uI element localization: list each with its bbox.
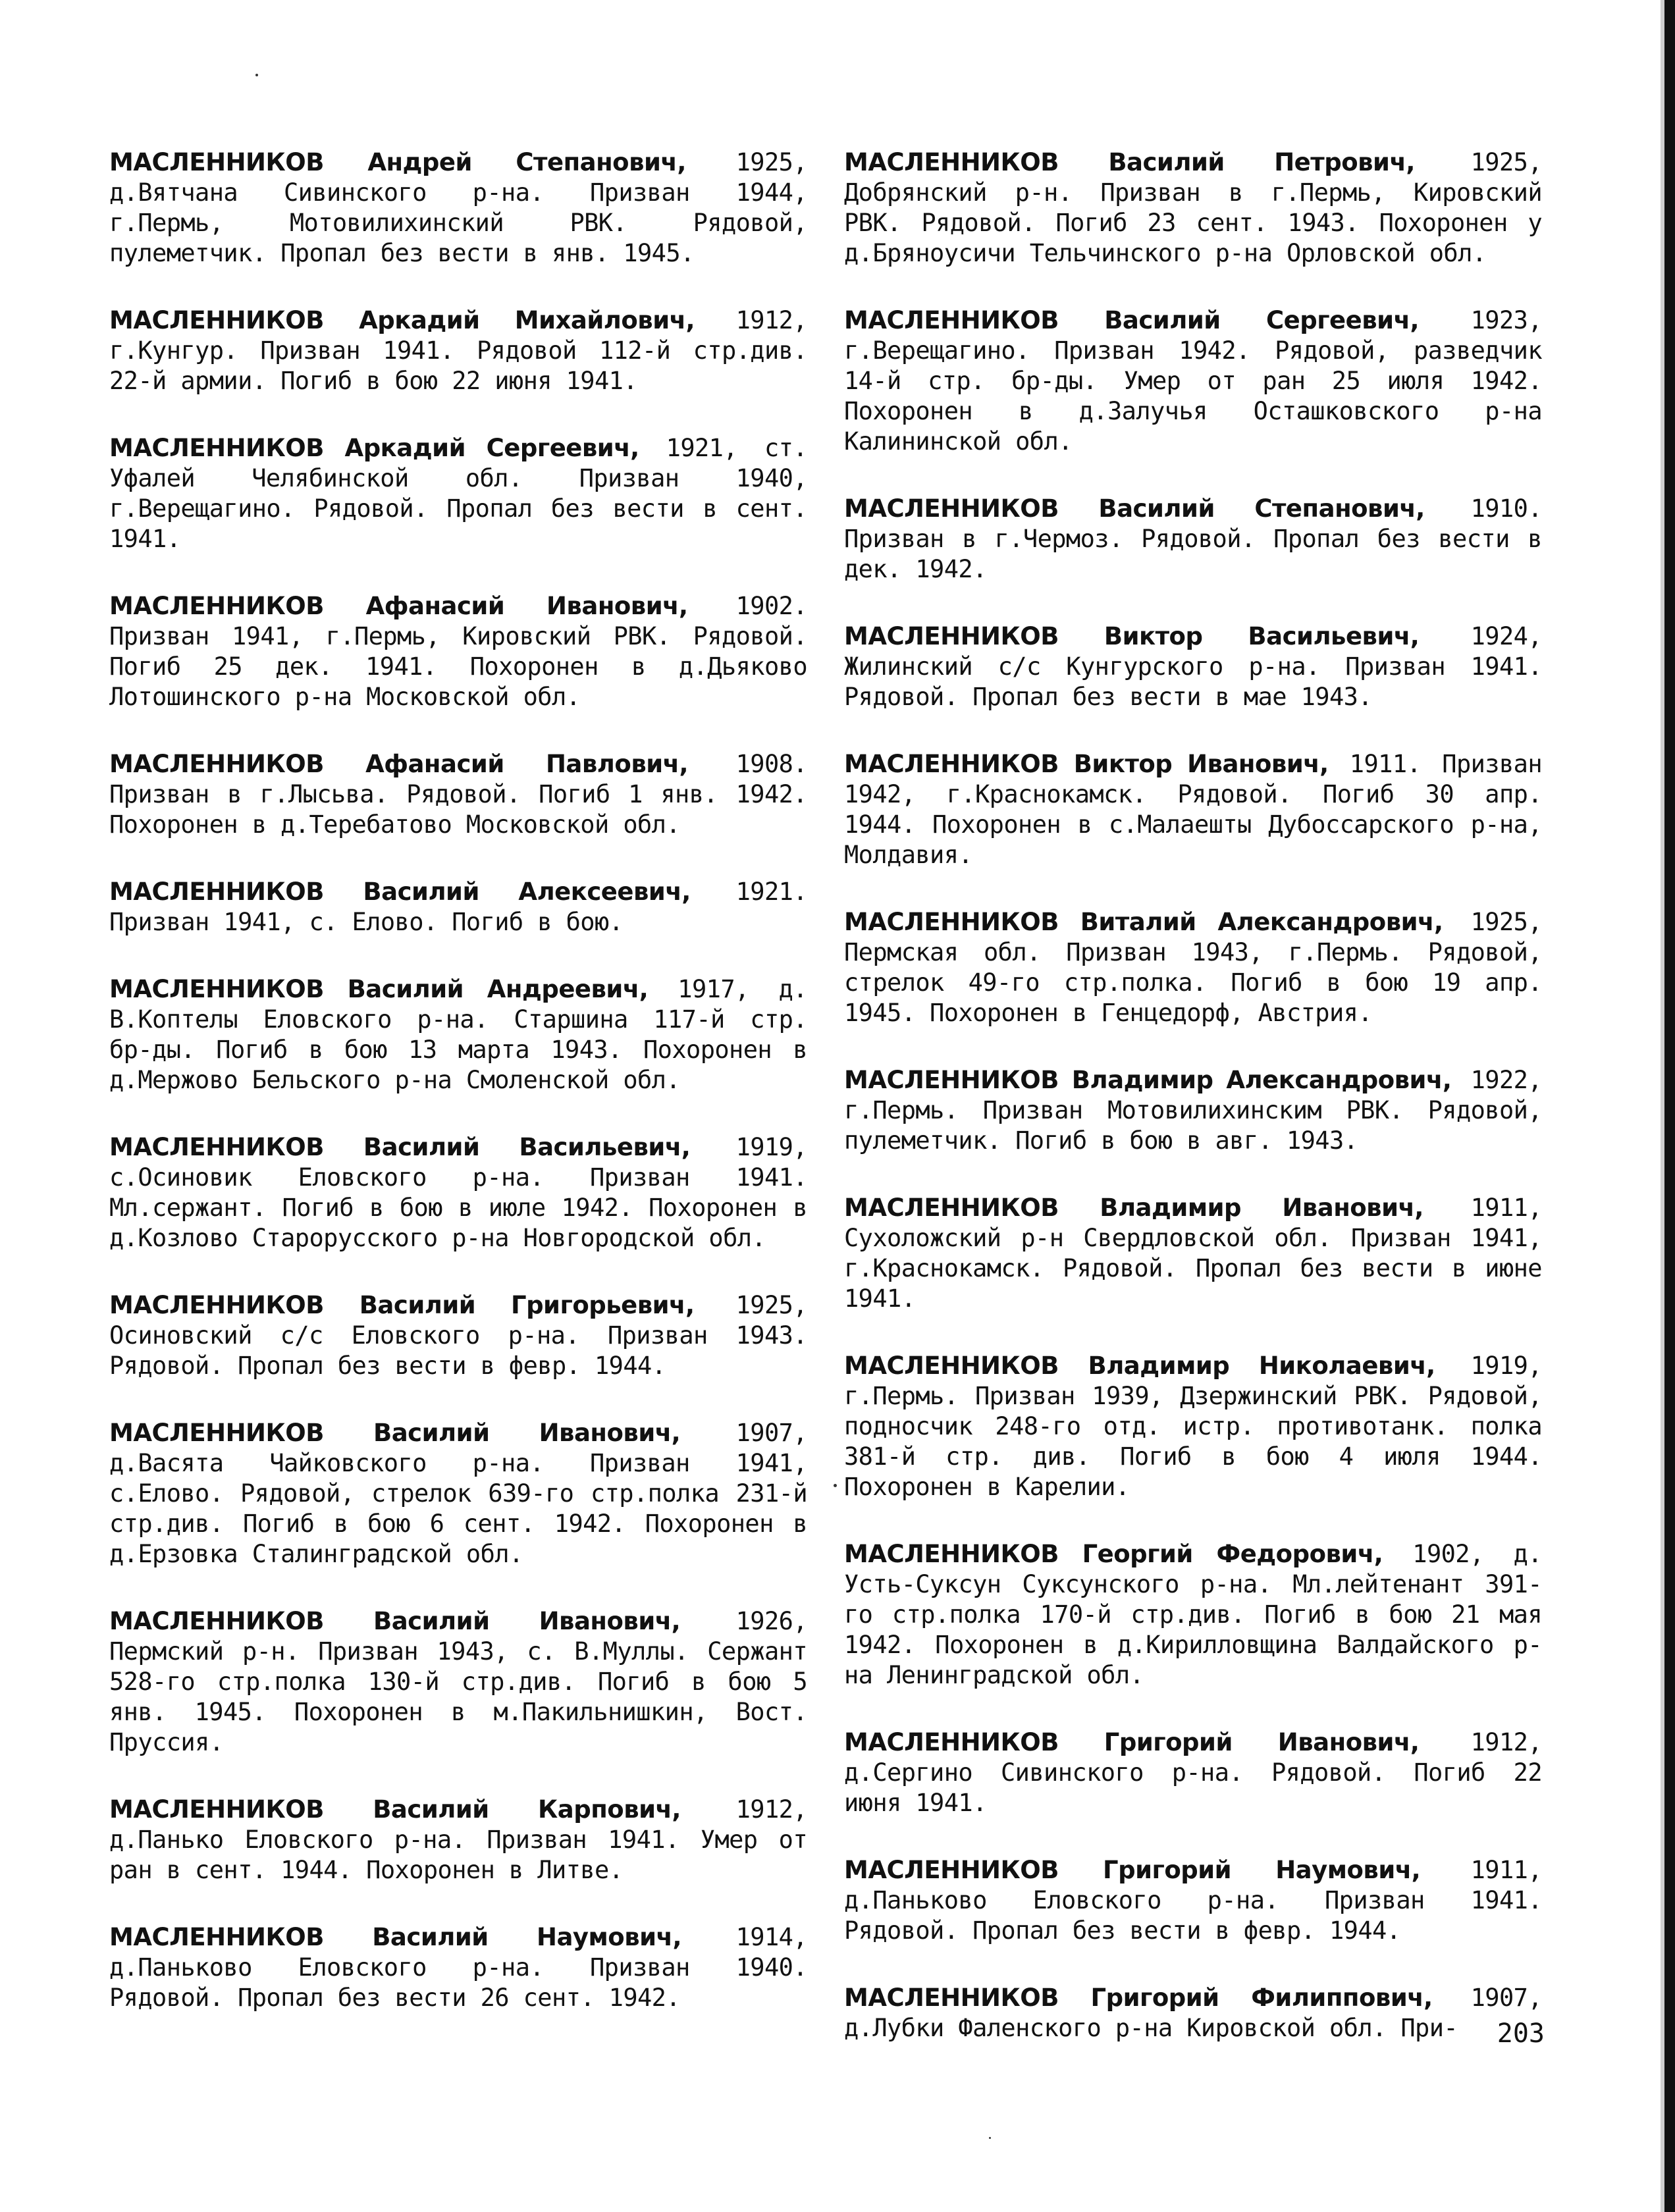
- entry: [844, 494, 1542, 585]
- entry-text: 1902, д. Усть-Суксун Суксунского р-на. Мл.лейтенант 391-го стр.полка 170-й стр.див. Погиб в бою 21 мая 1942. Похоронен в д.Кирилловщина Валдайского р-на Ленинградской обл.: [844, 1540, 1542, 1689]
- entry-text: 1917, д. В.Коптелы Еловского р-на. Старшина 117-й стр. бр-ды. Погиб в бою 13 марта 1943. Похоронен в д.Мержово Бельского р-на Смоленской обл.: [109, 975, 807, 1094]
- scan-speck: [255, 74, 258, 76]
- entry-text: 1912, д.Панько Еловского р-на. Призван 1941. Умер от ран в сент. 1944. Похоронен в Литве.: [109, 1795, 807, 1884]
- entry: [844, 305, 1542, 457]
- entry-name: МАСЛЕННИКОВ Виктор Васильевич,: [844, 622, 1420, 650]
- entry-name: МАСЛЕННИКОВ Василий Степанович,: [844, 494, 1425, 523]
- entry-text: 1907, д.Васята Чайковского р-на. Призван 1941, с.Елово. Рядовой, стрелок 639-го стр.полка 231-й стр.див. Погиб в бою 6 сент. 1942. Похоронен в д.Ерзовка Сталинградской обл.: [109, 1419, 807, 1568]
- entry-text: 1919, г.Пермь. Призван 1939, Дзержинский РВК. Рядовой, подносчик 248-го отд. истр. противотанк. полка 381-й стр. див. Погиб в бою 4 июля 1944. Похоронен в Карелии.: [844, 1352, 1542, 1501]
- scan-edge: [1664, 0, 1675, 2212]
- entry-text: 1921. Призван 1941, с. Елово. Погиб в бою.: [109, 878, 807, 936]
- entry: [109, 591, 807, 712]
- entry: [109, 877, 807, 937]
- entry-name: МАСЛЕННИКОВ Василий Васильевич,: [109, 1133, 691, 1161]
- entry-name: МАСЛЕННИКОВ Виталий Александрович,: [844, 908, 1443, 936]
- entry: [109, 749, 807, 840]
- entry-text: 1925, Пермская обл. Призван 1943, г.Пермь. Рядовой, стрелок 49-го стр.полка. Погиб в бою 19 апр. 1945. Похоронен в Генцедорф, Австрия.: [844, 908, 1542, 1027]
- entry-name: МАСЛЕННИКОВ Василий Андреевич,: [109, 975, 649, 1003]
- entry-name: МАСЛЕННИКОВ Андрей Степанович,: [109, 148, 686, 176]
- entry: [109, 1290, 807, 1381]
- entry-text: 1911. Призван 1942, г.Краснокамск. Рядовой. Погиб 30 апр. 1944. Похоронен в с.Малаешты Дубоссарского р-на, Молдавия.: [844, 750, 1543, 869]
- entry: [109, 1922, 807, 2013]
- entry-name: МАСЛЕННИКОВ Григорий Иванович,: [844, 1728, 1420, 1756]
- entry-name: МАСЛЕННИКОВ Василий Сергеевич,: [844, 306, 1420, 334]
- entry: [844, 1983, 1542, 2043]
- entry-text: 1925, д.Вятчана Сивинского р-на. Призван 1944, г.Пермь, Мотовилихинский РВК. Рядовой, пулеметчик. Пропал без вести в янв. 1945.: [109, 148, 808, 267]
- entry-text: 1910. Призван в г.Чермоз. Рядовой. Пропал без вести в дек. 1942.: [844, 494, 1542, 583]
- entry-name: МАСЛЕННИКОВ Владимир Иванович,: [844, 1194, 1423, 1222]
- entry-name: МАСЛЕННИКОВ Владимир Александрович,: [844, 1066, 1452, 1094]
- entry-text: 1914, д.Паньково Еловского р-на. Призван 1940. Рядовой. Пропал без вести 26 сент. 1942.: [109, 1923, 807, 2012]
- entry-text: 1911, Сухоложский р-н Свердловской обл. Призван 1941, г.Краснокамск. Рядовой. Пропал без вести в июне 1941.: [844, 1194, 1542, 1313]
- entry: [844, 1855, 1542, 1946]
- entry-name: МАСЛЕННИКОВ Владимир Николаевич,: [844, 1352, 1435, 1380]
- entry-name: МАСЛЕННИКОВ Василий Наумович,: [109, 1923, 682, 1951]
- entry-name: МАСЛЕННИКОВ Афанасий Иванович,: [109, 592, 688, 620]
- entry-text: 1923, г.Верещагино. Призван 1942. Рядовой, разведчик 14-й стр. бр-ды. Умер от ран 25 июля 1942. Похоронен в д.Залучья Осташковского р-на Калининской обл.: [844, 306, 1542, 456]
- entry-text: 1926, Пермский р-н. Призван 1943, с. В.Муллы. Сержант 528-го стр.полка 130-й стр.див. Погиб в бою 5 янв. 1945. Похоронен в м.Пакильнишкин, Вост. Пруссия.: [109, 1607, 807, 1756]
- entry-text: 1908. Призван в г.Лысьва. Рядовой. Погиб 1 янв. 1942. Похоронен в д.Теребатово Московской обл.: [109, 750, 808, 839]
- right-column: [844, 147, 1542, 2080]
- entry-name: МАСЛЕННИКОВ Григорий Филиппович,: [844, 1984, 1433, 2012]
- entry: [109, 1418, 807, 1569]
- entry: [844, 621, 1542, 712]
- entry-text: 1912, д.Сергино Сивинского р-на. Рядовой. Погиб 22 июня 1941.: [844, 1728, 1542, 1817]
- entry-text: 1902. Призван 1941, г.Пермь, Кировский РВК. Рядовой. Погиб 25 дек. 1941. Похоронен в д.Дьяково Лотошинского р-на Московской обл.: [109, 592, 807, 711]
- entry: [844, 1065, 1542, 1156]
- entry-text: 1924, Жилинский с/с Кунгурского р-на. Призван 1941. Рядовой. Пропал без вести в мае 1943.: [844, 622, 1542, 711]
- entry-name: МАСЛЕННИКОВ Аркадий Михайлович,: [109, 306, 695, 334]
- entry: [844, 1351, 1542, 1502]
- entry: [844, 1193, 1542, 1314]
- entry-name: МАСЛЕННИКОВ Василий Григорьевич,: [109, 1291, 695, 1319]
- entry-name: МАСЛЕННИКОВ Григорий Наумович,: [844, 1856, 1421, 1884]
- entry-text: 1907, д.Лубки Фаленского р-на Кировской обл. При-: [844, 1984, 1542, 2042]
- left-column: [109, 147, 807, 2050]
- page-number: 203: [1497, 2018, 1545, 2049]
- entry-name: МАСЛЕННИКОВ Георгий Федорович,: [844, 1540, 1383, 1568]
- entry-name: МАСЛЕННИКОВ Василий Иванович,: [109, 1607, 681, 1635]
- entry-text: 1925, Добрянский р-н. Призван в г.Пермь, Кировский РВК. Рядовой. Погиб 23 сент. 1943. Похоронен у д.Бряноусичи Тельчинского р-на Орловской обл.: [844, 148, 1543, 267]
- entry: [844, 1539, 1542, 1691]
- entry-text: 1921, ст. Уфалей Челябинской обл. Призван 1940, г.Верещагино. Рядовой. Пропал без вести в сент. 1941.: [109, 434, 808, 553]
- entry-name: МАСЛЕННИКОВ Василий Иванович,: [109, 1419, 681, 1447]
- scan-speck: [834, 1484, 837, 1487]
- entry: [109, 1606, 807, 1758]
- entry-name: МАСЛЕННИКОВ Виктор Иванович,: [844, 750, 1329, 778]
- entry: [109, 433, 807, 554]
- entry: [109, 305, 807, 396]
- entry-text: 1912, г.Кунгур. Призван 1941. Рядовой 112-й стр.див. 22-й армии. Погиб в бою 22 июня 1941.: [109, 306, 807, 395]
- entry: [844, 749, 1542, 870]
- entry: [109, 1795, 807, 1885]
- entry-text: 1919, с.Осиновик Еловского р-на. Призван 1941. Мл.сержант. Погиб в бою в июле 1942. Похоронен в д.Козлово Старорусского р-на Новгородской обл.: [109, 1133, 807, 1252]
- entry-name: МАСЛЕННИКОВ Василий Карпович,: [109, 1795, 681, 1824]
- entry: [844, 1727, 1542, 1818]
- scan-speck: [989, 2137, 991, 2139]
- entry: [109, 1132, 807, 1253]
- entry: [109, 974, 807, 1095]
- entry: [109, 147, 807, 269]
- entry-name: МАСЛЕННИКОВ Афанасий Павлович,: [109, 750, 689, 778]
- entry-name: МАСЛЕННИКОВ Василий Алексеевич,: [109, 878, 691, 906]
- entry-text: 1922, г.Пермь. Призван Мотовилихинским РВК. Рядовой, пулеметчик. Погиб в бою в авг. 1943.: [844, 1066, 1542, 1155]
- entry-text: 1925, Осиновский с/с Еловского р-на. Призван 1943. Рядовой. Пропал без вести в февр. 1944.: [109, 1291, 807, 1380]
- entry: [844, 907, 1542, 1028]
- entry-name: МАСЛЕННИКОВ Аркадий Сергеевич,: [109, 434, 639, 462]
- entry-name: МАСЛЕННИКОВ Василий Петрович,: [844, 148, 1415, 176]
- entry: [844, 147, 1542, 269]
- entry-text: 1911, д.Паньково Еловского р-на. Призван 1941. Рядовой. Пропал без вести в февр. 1944.: [844, 1856, 1542, 1945]
